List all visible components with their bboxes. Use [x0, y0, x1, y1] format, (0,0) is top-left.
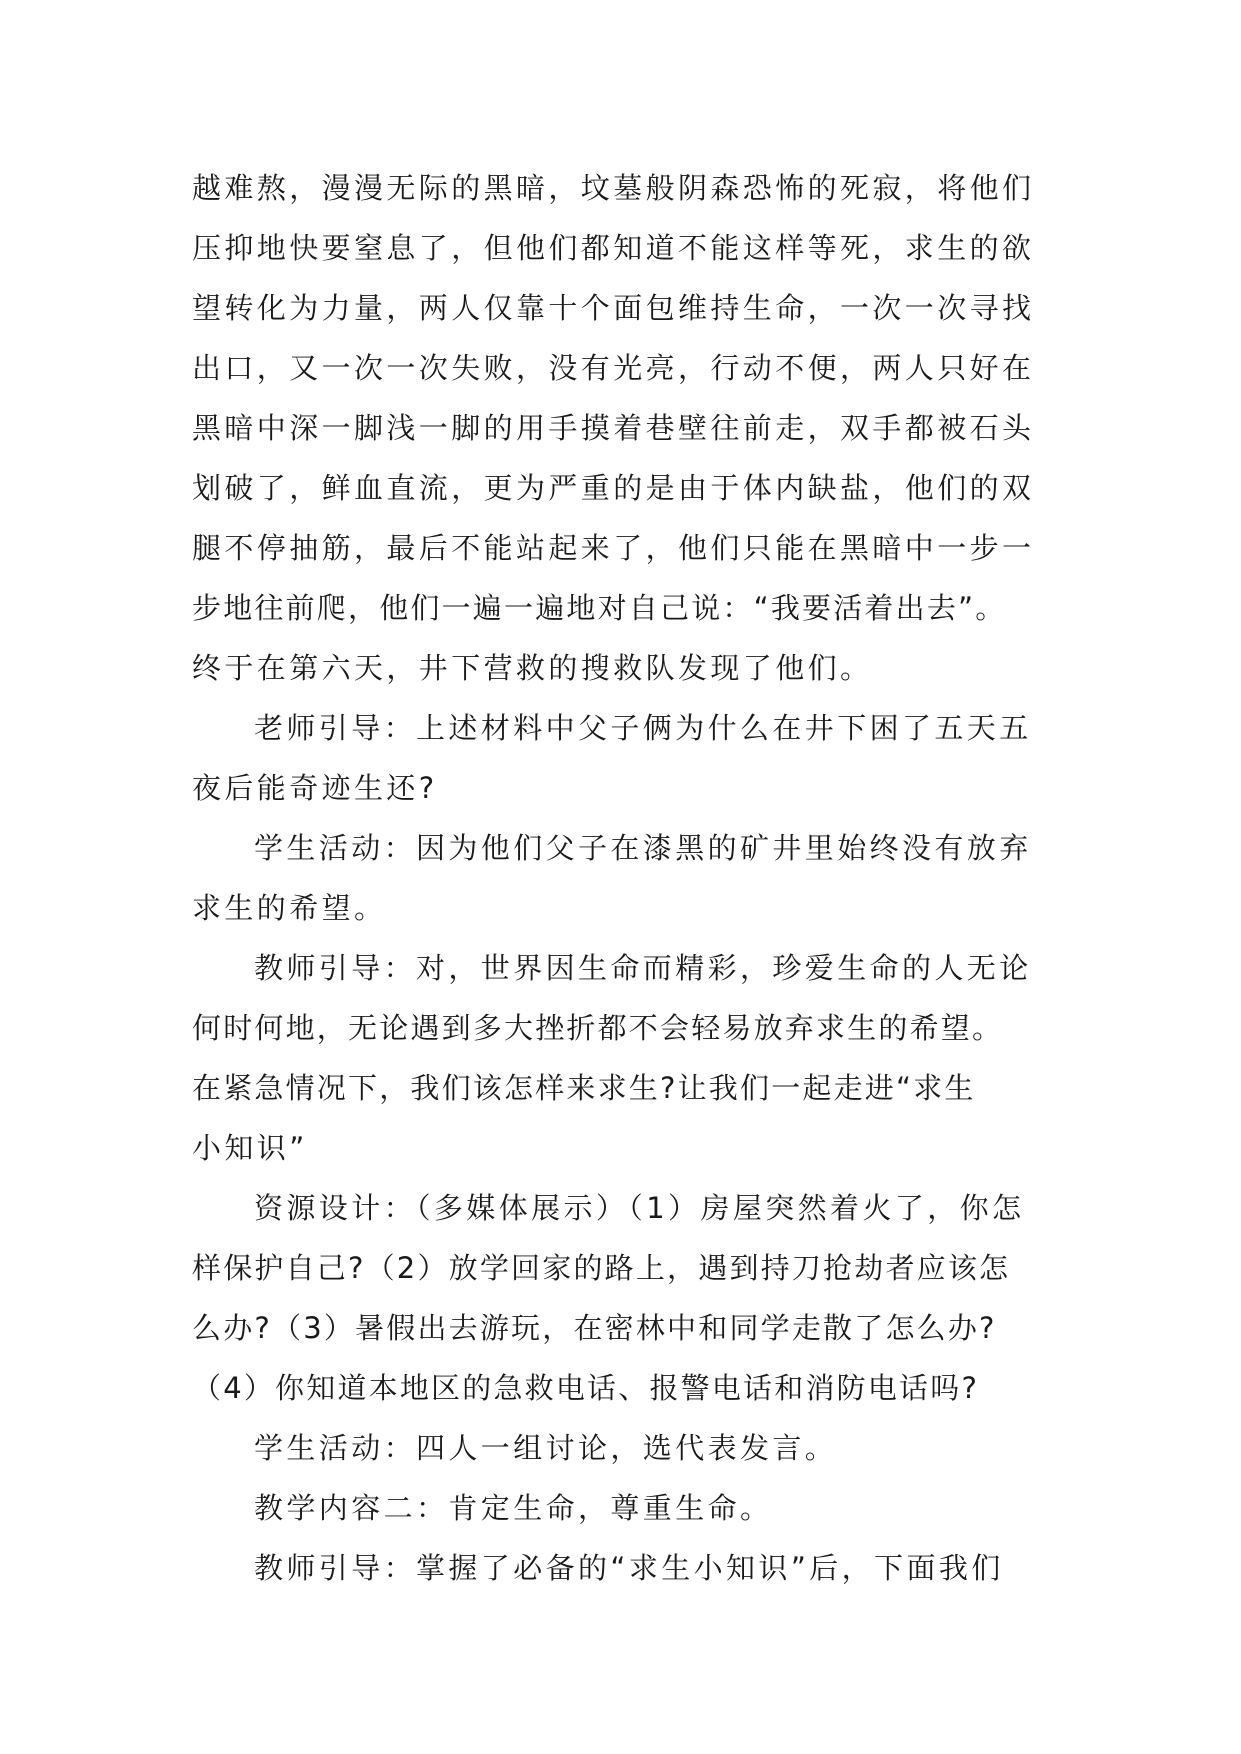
text-line: 小知识” — [192, 1131, 308, 1165]
text-line: 何时何地，无论遇到多大挫折都不会轻易放弃求生的希望。 — [192, 1011, 1004, 1045]
text-line: 划破了，鲜血直流，更为严重的是由于体内缺盐，他们的双 — [192, 471, 1035, 505]
paragraph-start: 教师引导：对，世界因生命而精彩，珍爱生命的人无论 — [254, 951, 1032, 985]
text-line: 压抑地快要窒息了，但他们都知道不能这样等死，求生的欲 — [192, 231, 1035, 265]
paragraph-start: 学生活动：四人一组讨论，选代表发言。 — [254, 1431, 838, 1465]
text-line: 步地往前爬，他们一遍一遍地对自己说：“我要活着出去”。 — [192, 591, 1007, 625]
paragraph-start: 教学内容二：肯定生命，尊重生命。 — [254, 1491, 773, 1525]
text-line: 求生的希望。 — [192, 891, 387, 925]
text-line: （4）你知道本地区的急救电话、报警电话和消防电话吗? — [192, 1371, 980, 1405]
paragraph-start: 老师引导：上述材料中父子俩为什么在井下困了五天五 — [254, 711, 1032, 745]
paragraph-start: 教师引导：掌握了必备的“求生小知识”后，下面我们 — [254, 1551, 1004, 1585]
text-line: 终于在第六天，井下营救的搜救队发现了他们。 — [192, 651, 873, 685]
paragraph-start: 学生活动：因为他们父子在漆黑的矿井里始终没有放弃 — [254, 831, 1032, 865]
text-line: 黑暗中深一脚浅一脚的用手摸着巷壁往前走，双手都被石头 — [192, 411, 1035, 445]
text-line: 越难熬，漫漫无际的黑暗，坟墓般阴森恐怖的死寂，将他们 — [192, 171, 1035, 205]
body-text — [192, 158, 1062, 1598]
text-line: 望转化为力量，两人仅靠十个面包维持生命，一次一次寻找 — [192, 291, 1035, 325]
paragraph-start: 资源设计：（多媒体展示）（1）房屋突然着火了，你怎 — [254, 1191, 1025, 1225]
text-line: 出口，又一次一次失败，没有光亮，行动不便，两人只好在 — [192, 351, 1035, 385]
text-line: 在紧急情况下，我们该怎样来求生?让我们一起走进“求生 — [192, 1071, 976, 1105]
text-line: 夜后能奇迹生还? — [192, 771, 438, 805]
text-line: 样保护自己?（2）放学回家的路上，遇到持刀抢劫者应该怎 — [192, 1251, 1011, 1285]
text-line: 么办?（3）暑假出去游玩，在密林中和同学走散了怎么办? — [192, 1311, 997, 1345]
text-line: 腿不停抽筋，最后不能站起来了，他们只能在黑暗中一步一 — [192, 531, 1035, 565]
